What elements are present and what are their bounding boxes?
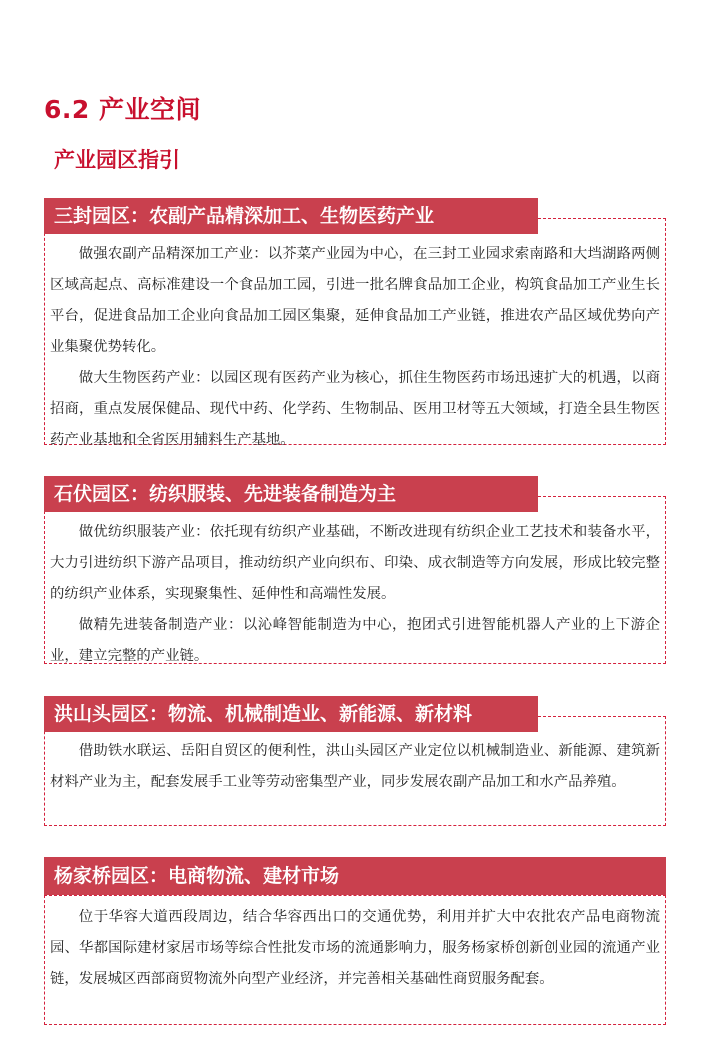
paragraph: 做大生物医药产业：以园区现有医药产业为核心，抓住生物医药市场迅速扩大的机遇，以商招商，重点发展保健品、现代中药、化学药、生物制品、医用卫材等五大领域，打造全县生物医药产业基地和全省医用辅料生产基地。: [50, 370, 660, 448]
section-body: [50, 736, 660, 798]
page-title: 6.2 产业空间: [44, 95, 201, 124]
section-header: 杨家桥园区：电商物流、建材市场: [44, 857, 666, 895]
section-header: 石伏园区：纺织服装、先进装备制造为主: [44, 476, 538, 512]
page-subtitle: 产业园区指引: [54, 148, 180, 172]
paragraph: 做精先进装备制造产业：以沁峰智能制造为中心，抱团式引进智能机器人产业的上下游企业，建立完整的产业链。: [50, 617, 660, 664]
section-body: [50, 239, 660, 456]
section-body: [50, 902, 660, 995]
paragraph: 做优纺织服装产业：依托现有纺织产业基础，不断改进现有纺织企业工艺技术和装备水平，大力引进纺织下游产品项目，推动纺织产业向织布、印染、成衣制造等方向发展，形成比较完整的纺织产业体系，实现聚集性、延伸性和高端性发展。: [50, 524, 660, 602]
paragraph: 做强农副产品精深加工产业：以芥菜产业园为中心，在三封工业园求索南路和大垱湖路两侧区域高起点、高标准建设一个食品加工园，引进一批名牌食品加工企业，构筑食品加工产业生长平台，促进食品加工企业向食品加工园区集聚，延伸食品加工产业链，推进农产品区域优势向产业集聚优势转化。: [50, 246, 660, 355]
section-yangjiaqiao: [44, 857, 666, 1025]
section-shifu: [44, 476, 666, 664]
section-sanfeng: [44, 198, 666, 448]
paragraph: 借助铁水联运、岳阳自贸区的便利性，洪山头园区产业定位以机械制造业、新能源、建筑新材料产业为主，配套发展手工业等劳动密集型产业，同步发展农副产品加工和水产品养殖。: [50, 743, 660, 790]
section-hongshantou: [44, 696, 666, 826]
section-body: [50, 517, 660, 672]
paragraph: 位于华容大道西段周边，结合华容西出口的交通优势，利用并扩大中农批农产品电商物流园、华都国际建材家居市场等综合性批发市场的流通影响力，服务杨家桥创新创业园的流通产业链，发展城区西部商贸物流外向型产业经济，并完善相关基础性商贸服务配套。: [50, 909, 660, 987]
section-header: 三封园区：农副产品精深加工、生物医药产业: [44, 198, 538, 234]
section-top-border: [538, 716, 666, 717]
section-header: 洪山头园区：物流、机械制造业、新能源、新材料: [44, 696, 538, 732]
section-top-border: [538, 218, 666, 219]
section-top-border: [538, 496, 666, 497]
